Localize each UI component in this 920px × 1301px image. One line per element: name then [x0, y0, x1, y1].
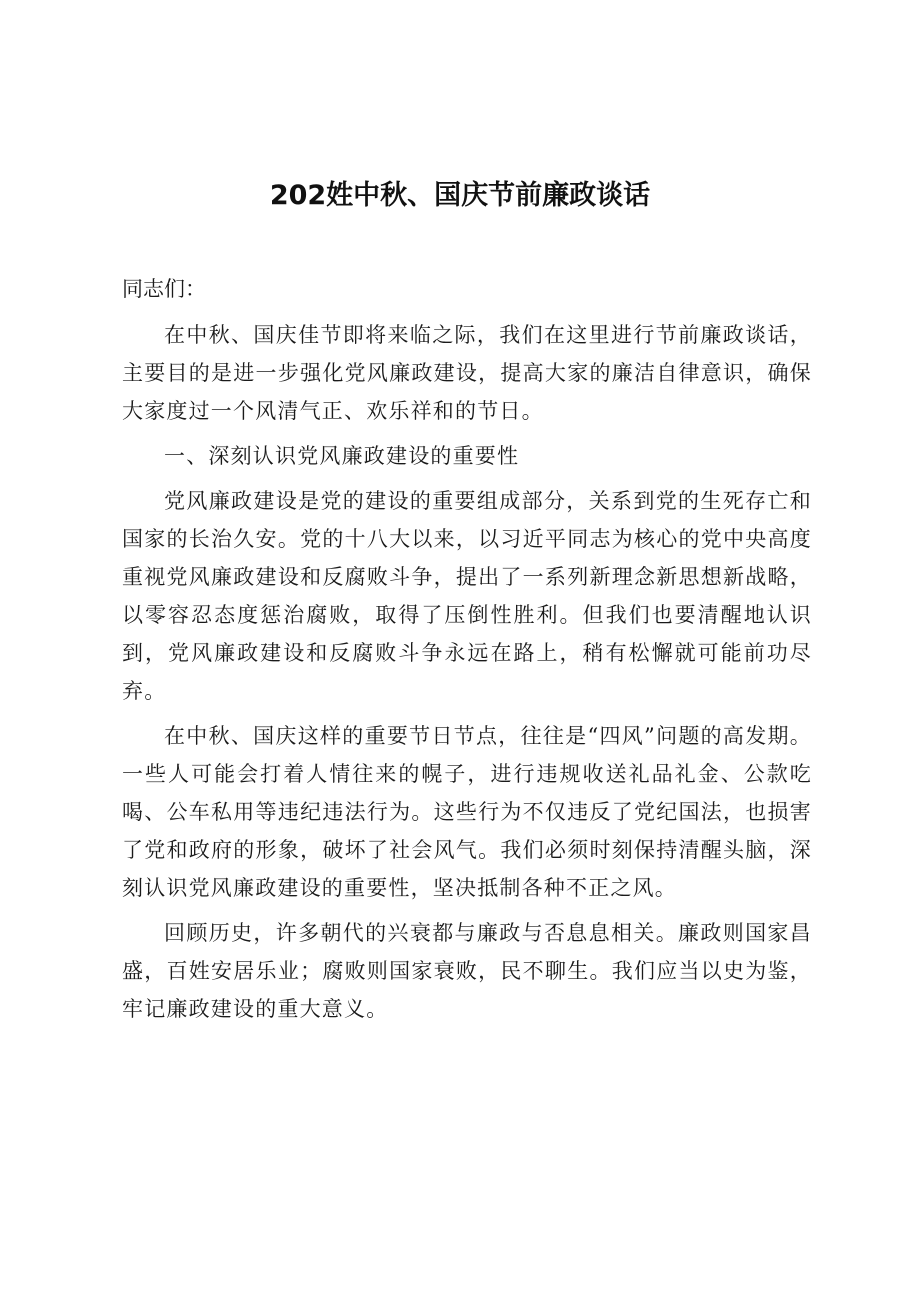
document-body — [122, 270, 812, 1035]
intro-paragraph: 在中秋、国庆佳节即将来临之际，我们在这里进行节前廉政谈话，主要目的是进一步强化党风廉政建设，提高大家的廉洁自律意识，确保大家度过一个风清气正、欢乐祥和的节日。 — [122, 323, 812, 423]
section-1-paragraph-2: 在中秋、国庆这样的重要节日节点，往往是“四风”问题的高发期。一些人可能会打着人情往来的幌子，进行违规收送礼品礼金、公款吃喝、公车私用等违纪违法行为。这些行为不仅违反了党纪国法，也损害了党和政府的形象，破坏了社会风气。我们必须时刻保持清醒头脑，深刻认识党风廉政建设的重要性，坚决抵制各种不正之风。 — [122, 724, 812, 900]
section-1-paragraph-3: 回顾历史，许多朝代的兴衰都与廉政与否息息相关。廉政则国家昌盛，百姓安居乐业；腐败则国家衰败，民不聊生。我们应当以史为鉴，牢记廉政建设的重大意义。 — [122, 921, 812, 1021]
document-title: 202姓中秋、国庆节前廉政谈话 — [269, 180, 651, 211]
salutation: 同志们： — [122, 277, 206, 301]
section-1-heading: 一、深刻认识党风廉政建设的重要性 — [164, 444, 520, 468]
section-1-paragraph-1: 党风廉政建设是党的建设的重要组成部分，关系到党的生死存亡和国家的长治久安。党的十八大以来，以习近平同志为核心的党中央高度重视党风廉政建设和反腐败斗争，提出了一系列新理念新思想新战略，以零容忍态度惩治腐败，取得了压倒性胜利。但我们也要清醒地认识到，党风廉政建设和反腐败斗争永远在路上，稍有松懈就可能前功尽弃。 — [122, 489, 812, 703]
